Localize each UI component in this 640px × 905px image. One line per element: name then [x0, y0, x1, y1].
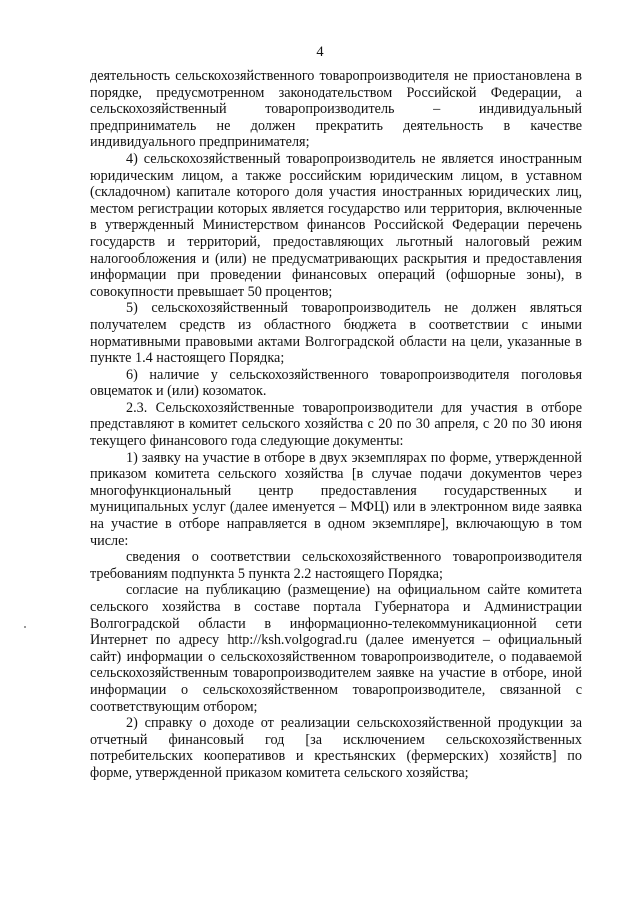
paragraph-item-5-budget-funds: 5) сельскохозяйственный товаропроизводитель не должен являться получателем средств из областного бюджета в соответствии с иными нормативными правовыми актами Волгоградской области на цели, указанные в пункте 1.4 настоящего Порядка;: [90, 300, 582, 367]
paragraph-continuation-activity: деятельность сельскохозяйственного товаропроизводителя не приостановлена в порядке, предусмотренном законодательством Российской Федерации, а сельскохозяйственный товаропроизводитель – индивидуальный предприниматель не должен прекратить деятельность в качестве индивидуального предпринимателя;: [90, 68, 582, 151]
paragraph-item-4-foreign-entity: 4) сельскохозяйственный товаропроизводитель не является иностранным юридическим лицом, а также российским юридическим лицом, в уставном (складочном) капитале которого доля участия иностранных юридических лиц, местом регистрации которых является государство или территория, включенные в утвержденный Министерством финансов Российской Федерации перечень государств и территорий, предоставляющих льготный налоговый режим налогообложения и (или) не предусматривающих раскрытия и предоставления информации при проведении финансовых операций (офшорные зоны), в совокупности превышает 50 процентов;: [90, 150, 582, 300]
paragraph-2-3-documents: 2.3. Сельскохозяйственные товаропроизводители для участия в отборе представляют в комитет сельского хозяйства с 20 по 30 апреля, с 20 по 30 июня текущего финансового года следующие документы:: [90, 399, 582, 450]
page-number: 4: [316, 44, 324, 60]
paragraph-item-6-livestock: 6) наличие у сельскохозяйственного товаропроизводителя поголовья овцематок и (или) козоматок.: [90, 366, 582, 400]
paragraph-doc-2-income-certificate: 2) справку о доходе от реализации сельскохозяйственной продукции за отчетный финансовый год [за исключением сельскохозяйственных потребительских кооперативов и крестьянских (фермерских) хозяйств] по форме, утвержденной приказом комитета сельского хозяйства;: [90, 715, 582, 781]
scan-speck: [24, 626, 26, 628]
document-body: [90, 68, 582, 782]
paragraph-publication-consent: согласие на публикацию (размещение) на официальном сайте комитета сельского хозяйства в составе портала Губернатора и Администрации Волгоградской области в информационно-телекоммуникационной сети Интернет по адресу http://ksh.volgograd.ru (далее именуется – официальный сайт) информации о сельскохозяйственном товаропроизводителе, о подаваемой сельскохозяйственным товаропроизводителем заявке на участие в отборе, иной информации о сельскохозяйственном товаропроизводителе, связанной с соответствующим отбором;: [90, 582, 582, 715]
paragraph-compliance-info: сведения о соответствии сельскохозяйственного товаропроизводителя требованиям подпункта 5 пункта 2.2 настоящего Порядка;: [90, 549, 582, 582]
paragraph-doc-1-application: 1) заявку на участие в отборе в двух экземплярах по форме, утвержденной приказом комитета сельского хозяйства [в случае подачи документов через многофункциональный центр предоставления государственных и муниципальных услуг (далее именуется – МФЦ) или в электронном виде заявка на участие в отборе направляется в одном экземпляре], включающую в том числе:: [90, 449, 582, 549]
